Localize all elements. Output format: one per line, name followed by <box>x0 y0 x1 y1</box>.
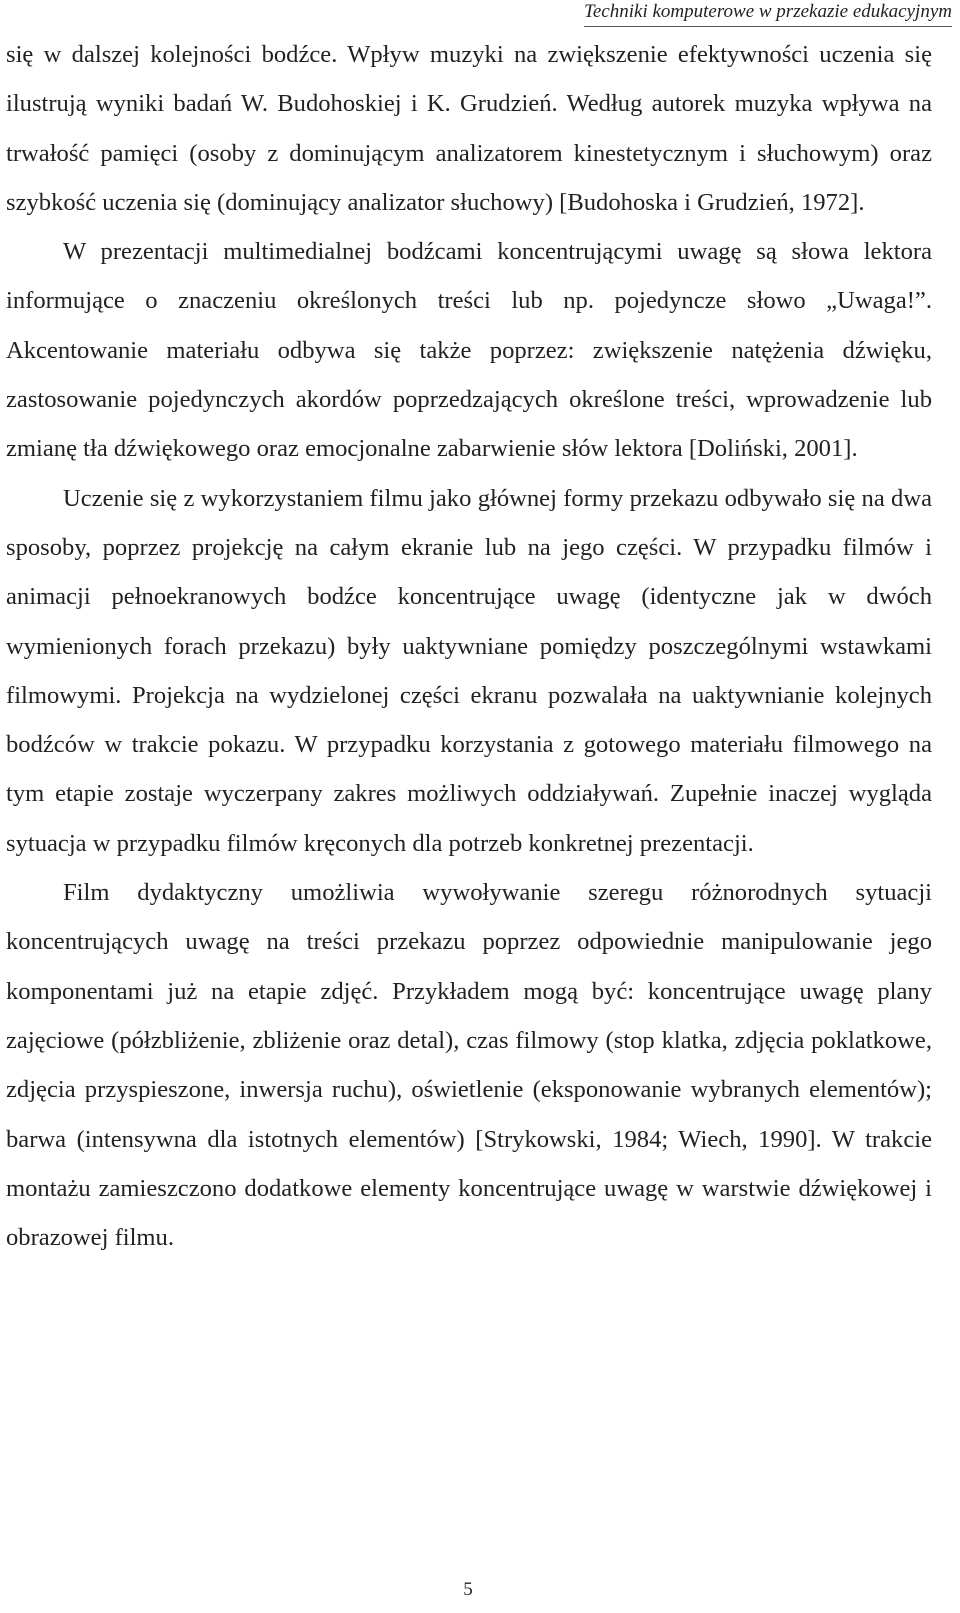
paragraph-multimedia-presentation: W prezentacji multimedialnej bodźcami koncentrującymi uwagę są słowa lektora informujące o znaczeniu określonych treści lub np. pojedyncze słowo „Uwaga!”. Akcentowanie materiału odbywa się także poprzez: zwiększenie natężenia dźwięku, zastosowanie pojedynczych akordów poprzedzających określone treści, wprowadzenie lub zmianę tła dźwiękowego oraz emocjonalne zabarwienie słów lektora [Doliński, 2001]. <box>6 238 932 463</box>
document-body <box>6 30 932 1262</box>
paragraph-film-learning: Uczenie się z wykorzystaniem filmu jako głównej formy przekazu odbywało się na dwa sposoby, poprzez projekcję na całym ekranie lub na jego części. W przypadku filmów i animacji pełnoekranowych bodźce koncentrujące uwagę (identyczne jak w dwóch wymienionych forach przekazu) były uaktywniane pomiędzy poszczególnymi wstawkami filmowymi. Projekcja na wydzielonej części ekranu pozwalała na uaktywnianie kolejnych bodźców w trakcie pokazu. W przypadku korzystania z gotowego materiału filmowego na tym etapie zostaje wyczerpany zakres możliwych oddziaływań. Zupełnie inaczej wygląda sytuacja w przypadku filmów kręconych dla potrzeb konkretnej prezentacji. <box>6 484 932 857</box>
paragraph-didactic-film: Film dydaktyczny umożliwia wywoływanie szeregu różnorodnych sytuacji koncentrujących uwagę na treści przekazu poprzez odpowiednie manipulowanie jego komponentami już na etapie zdjęć. Przykładem mogą być: koncentrujące uwagę plany zajęciowe (półzbliżenie, zbliżenie oraz detal), czas filmowy (stop klatka, zdjęcia poklatkowe, zdjęcia przyspieszone, inwersja ruchu), oświetlenie (eksponowanie wybranych elementów); barwa (intensywna dla istotnych elementów) [Strykowski, 1984; Wiech, 1990]. W trakcie montażu zamieszczono dodatkowe elementy koncentrujące uwagę w warstwie dźwiękowej i obrazowej filmu. <box>6 879 932 1252</box>
running-header: Techniki komputerowe w przekazie edukacyjnym <box>584 0 952 27</box>
paragraph-continuation: się w dalszej kolejności bodźce. Wpływ muzyki na zwiększenie efektywności uczenia się ilustrują wyniki badań W. Budohoskiej i K. Grudzień. Według autorek muzyka wpływa na trwałość pamięci (osoby z dominującym analizatorem kinestetycznym i słuchowym) oraz szybkość uczenia się (dominujący analizator słuchowy) [Budohoska i Grudzień, 1972]. <box>6 41 932 216</box>
page-number: 5 <box>463 1579 473 1600</box>
